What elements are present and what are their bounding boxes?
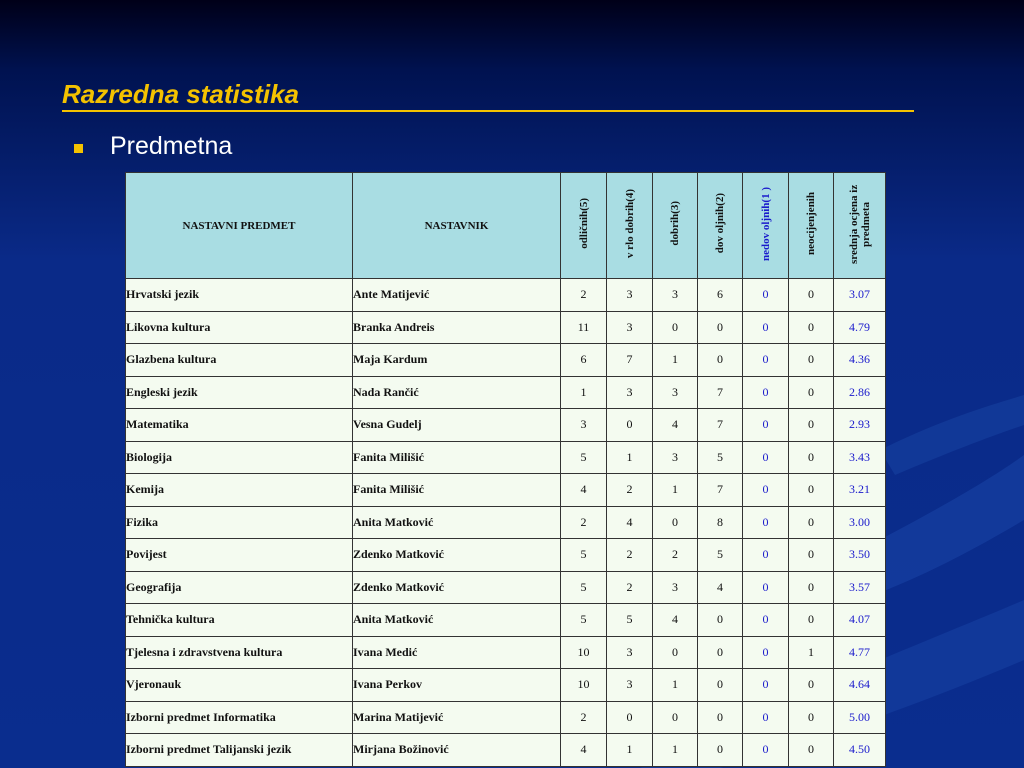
col-label: v rlo dobrih(4) (623, 188, 636, 259)
count-ungraded-cell: 0 (789, 344, 834, 377)
subject-cell: Povijest (126, 539, 353, 572)
count-ungraded-cell: 0 (789, 539, 834, 572)
table-row (126, 701, 886, 734)
count-good-cell: 3 (653, 376, 698, 409)
col-label: srednja ocjena iz predmeta (847, 183, 872, 264)
table-row (126, 474, 886, 507)
col-label: neocijenjenih (805, 192, 817, 255)
count-good-cell: 1 (653, 474, 698, 507)
average-cell: 2.93 (834, 409, 886, 442)
average-cell: 3.57 (834, 571, 886, 604)
table-row (126, 344, 886, 377)
table-row (126, 409, 886, 442)
table-row (126, 279, 886, 312)
col-header-very-good (607, 173, 653, 279)
table-row (126, 734, 886, 767)
count-good-cell: 2 (653, 539, 698, 572)
table-row (126, 506, 886, 539)
average-cell: 4.07 (834, 604, 886, 637)
count-excellent-cell: 3 (561, 409, 607, 442)
count-sufficient-cell: 0 (698, 701, 743, 734)
count-sufficient-cell: 0 (698, 344, 743, 377)
count-excellent-cell: 2 (561, 279, 607, 312)
count-ungraded-cell: 1 (789, 636, 834, 669)
subject-cell: Geografija (126, 571, 353, 604)
count-ungraded-cell: 0 (789, 279, 834, 312)
count-sufficient-cell: 7 (698, 376, 743, 409)
col-label: odličnih(5) (577, 198, 590, 249)
average-cell: 2.86 (834, 376, 886, 409)
table-row (126, 441, 886, 474)
teacher-cell: Mirjana Božinović (353, 734, 561, 767)
subject-cell: Engleski jezik (126, 376, 353, 409)
count-sufficient-cell: 7 (698, 474, 743, 507)
count-very-good-cell: 3 (607, 376, 653, 409)
subject-cell: Kemija (126, 474, 353, 507)
count-sufficient-cell: 6 (698, 279, 743, 312)
count-ungraded-cell: 0 (789, 701, 834, 734)
table-row (126, 311, 886, 344)
count-very-good-cell: 3 (607, 279, 653, 312)
count-insufficient-cell: 0 (743, 279, 789, 312)
count-insufficient-cell: 0 (743, 344, 789, 377)
col-header-insufficient (743, 173, 789, 279)
count-good-cell: 4 (653, 409, 698, 442)
count-excellent-cell: 11 (561, 311, 607, 344)
subject-cell: Vjeronauk (126, 669, 353, 702)
count-excellent-cell: 4 (561, 734, 607, 767)
count-excellent-cell: 2 (561, 506, 607, 539)
count-good-cell: 1 (653, 344, 698, 377)
subject-cell: Matematika (126, 409, 353, 442)
count-good-cell: 3 (653, 441, 698, 474)
table-row (126, 376, 886, 409)
average-cell: 3.50 (834, 539, 886, 572)
count-insufficient-cell: 0 (743, 701, 789, 734)
slide-title: Razredna statistika (62, 78, 914, 112)
count-ungraded-cell: 0 (789, 734, 834, 767)
average-cell: 3.07 (834, 279, 886, 312)
count-sufficient-cell: 5 (698, 539, 743, 572)
count-good-cell: 0 (653, 311, 698, 344)
average-cell: 3.43 (834, 441, 886, 474)
grades-table (125, 172, 886, 767)
count-good-cell: 1 (653, 734, 698, 767)
col-header-teacher: NASTAVNIK (353, 173, 561, 279)
count-insufficient-cell: 0 (743, 311, 789, 344)
average-cell: 3.21 (834, 474, 886, 507)
count-insufficient-cell: 0 (743, 441, 789, 474)
table-row (126, 539, 886, 572)
subject-cell: Fizika (126, 506, 353, 539)
count-very-good-cell: 1 (607, 734, 653, 767)
count-sufficient-cell: 7 (698, 409, 743, 442)
count-sufficient-cell: 8 (698, 506, 743, 539)
teacher-cell: Vesna Gudelj (353, 409, 561, 442)
average-cell: 5.00 (834, 701, 886, 734)
teacher-cell: Marina Matijević (353, 701, 561, 734)
count-excellent-cell: 5 (561, 604, 607, 637)
count-ungraded-cell: 0 (789, 409, 834, 442)
col-header-sufficient (698, 173, 743, 279)
count-sufficient-cell: 0 (698, 604, 743, 637)
table-row (126, 571, 886, 604)
count-insufficient-cell: 0 (743, 604, 789, 637)
count-good-cell: 3 (653, 279, 698, 312)
count-good-cell: 0 (653, 701, 698, 734)
count-ungraded-cell: 0 (789, 376, 834, 409)
count-very-good-cell: 5 (607, 604, 653, 637)
count-excellent-cell: 1 (561, 376, 607, 409)
average-cell: 4.64 (834, 669, 886, 702)
count-good-cell: 0 (653, 636, 698, 669)
count-insufficient-cell: 0 (743, 636, 789, 669)
count-sufficient-cell: 4 (698, 571, 743, 604)
count-excellent-cell: 4 (561, 474, 607, 507)
count-good-cell: 3 (653, 571, 698, 604)
count-very-good-cell: 1 (607, 441, 653, 474)
count-excellent-cell: 6 (561, 344, 607, 377)
subject-cell: Glazbena kultura (126, 344, 353, 377)
count-sufficient-cell: 0 (698, 734, 743, 767)
count-insufficient-cell: 0 (743, 506, 789, 539)
count-ungraded-cell: 0 (789, 506, 834, 539)
count-insufficient-cell: 0 (743, 669, 789, 702)
count-insufficient-cell: 0 (743, 409, 789, 442)
count-excellent-cell: 10 (561, 636, 607, 669)
subject-cell: Hrvatski jezik (126, 279, 353, 312)
count-very-good-cell: 4 (607, 506, 653, 539)
count-insufficient-cell: 0 (743, 539, 789, 572)
teacher-cell: Maja Kardum (353, 344, 561, 377)
average-cell: 4.50 (834, 734, 886, 767)
teacher-cell: Zdenko Matković (353, 571, 561, 604)
count-very-good-cell: 3 (607, 311, 653, 344)
col-header-ungraded (789, 173, 834, 279)
table-row (126, 669, 886, 702)
average-cell: 3.00 (834, 506, 886, 539)
col-header-excellent (561, 173, 607, 279)
count-insufficient-cell: 0 (743, 376, 789, 409)
col-label: dobrih(3) (669, 201, 681, 246)
count-very-good-cell: 2 (607, 571, 653, 604)
teacher-cell: Ante Matijević (353, 279, 561, 312)
count-sufficient-cell: 5 (698, 441, 743, 474)
teacher-cell: Ivana Perkov (353, 669, 561, 702)
count-ungraded-cell: 0 (789, 311, 834, 344)
col-label: dov oljnih(2) (714, 193, 726, 254)
count-good-cell: 0 (653, 506, 698, 539)
count-ungraded-cell: 0 (789, 604, 834, 637)
count-sufficient-cell: 0 (698, 669, 743, 702)
col-header-good (653, 173, 698, 279)
teacher-cell: Fanita Milišić (353, 441, 561, 474)
count-ungraded-cell: 0 (789, 441, 834, 474)
col-header-average (834, 173, 886, 279)
count-sufficient-cell: 0 (698, 636, 743, 669)
bullet-text: Predmetna (110, 132, 233, 160)
count-very-good-cell: 3 (607, 636, 653, 669)
count-insufficient-cell: 0 (743, 571, 789, 604)
count-ungraded-cell: 0 (789, 571, 834, 604)
average-cell: 4.79 (834, 311, 886, 344)
teacher-cell: Ivana Medić (353, 636, 561, 669)
teacher-cell: Anita Matković (353, 506, 561, 539)
teacher-cell: Branka Andreis (353, 311, 561, 344)
count-very-good-cell: 3 (607, 669, 653, 702)
count-very-good-cell: 2 (607, 474, 653, 507)
table-row (126, 604, 886, 637)
subject-cell: Tjelesna i zdravstvena kultura (126, 636, 353, 669)
subject-cell: Izborni predmet Informatika (126, 701, 353, 734)
count-insufficient-cell: 0 (743, 474, 789, 507)
average-cell: 4.36 (834, 344, 886, 377)
count-good-cell: 1 (653, 669, 698, 702)
col-header-subject: NASTAVNI PREDMET (126, 173, 353, 279)
count-excellent-cell: 10 (561, 669, 607, 702)
count-very-good-cell: 0 (607, 409, 653, 442)
average-cell: 4.77 (834, 636, 886, 669)
count-insufficient-cell: 0 (743, 734, 789, 767)
teacher-cell: Zdenko Matković (353, 539, 561, 572)
teacher-cell: Nada Rančić (353, 376, 561, 409)
subject-cell: Biologija (126, 441, 353, 474)
table-header-row (126, 173, 886, 279)
count-excellent-cell: 5 (561, 441, 607, 474)
subject-cell: Likovna kultura (126, 311, 353, 344)
count-excellent-cell: 5 (561, 539, 607, 572)
col-label: nedov oljnih(1 ) (759, 186, 772, 261)
count-ungraded-cell: 0 (789, 474, 834, 507)
table-body (126, 279, 886, 767)
teacher-cell: Anita Matković (353, 604, 561, 637)
count-ungraded-cell: 0 (789, 669, 834, 702)
count-good-cell: 4 (653, 604, 698, 637)
square-bullet-icon (74, 144, 83, 153)
subject-cell: Izborni predmet Talijanski jezik (126, 734, 353, 767)
count-excellent-cell: 2 (561, 701, 607, 734)
count-excellent-cell: 5 (561, 571, 607, 604)
count-very-good-cell: 2 (607, 539, 653, 572)
table-row (126, 636, 886, 669)
count-sufficient-cell: 0 (698, 311, 743, 344)
count-very-good-cell: 7 (607, 344, 653, 377)
subject-cell: Tehnička kultura (126, 604, 353, 637)
count-very-good-cell: 0 (607, 701, 653, 734)
teacher-cell: Fanita Milišić (353, 474, 561, 507)
